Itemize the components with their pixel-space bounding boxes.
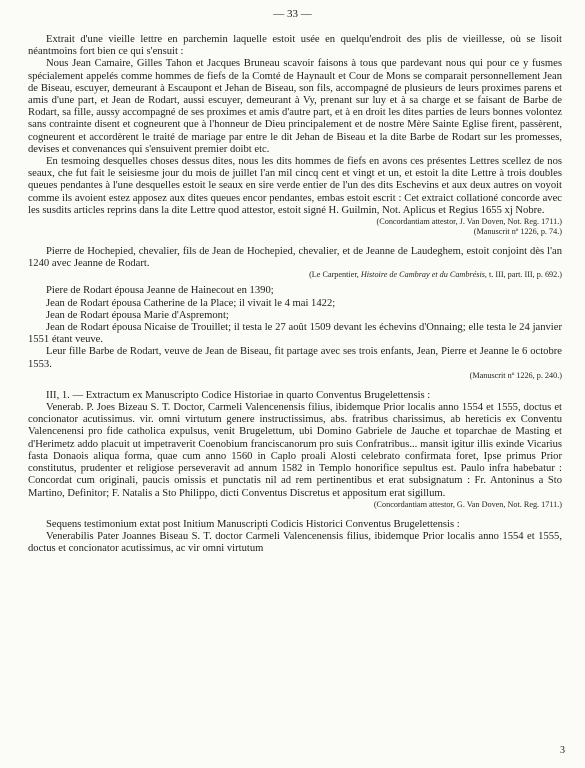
citation-van-doven: (Concordantiam attestor, J. Van Doven, Not. Reg. 1711.) (376, 217, 562, 227)
paragraph-marriage-act: Nous Jean Camaire, Gilles Tahon et Jacques Bruneau scavoir faisons à tous que pardevant nous qui pour ce y fusmes spécialement appelés comme hommes de fiefs de la Comté de Haynault et Cour de Mons se comparait personnellement Jean de Biseau, escuyer, demeurant à Escaupont et Jehan de Biseau, son fils, accompagné de plusieurs de leurs proximes parens et amis d'une part, et Jean de Rodart, aussi escuyer, demeurant à Vy, prenant sur luy et à sa charge et se faisant de Barbe de Rodart, sa fille, aussy accompagné de ses proximes et amis d'autre part, et à en droit les dites parties de leurs bonnes volontez sans contrainte disent et cogneurent que à l'honneur de Dieu principalement et de nostre Mère Sainte Eglise firent, passèrent, cogneurent et accordèrent le traité de mariage par entre le dit Jehan de Biseau et la dite Barbe de Rodart sur les promesses, devises et convenances qui s'ensuivent premier doibt etc. (28, 58, 562, 155)
paragraph-venerabilis: Venerabilis Pater Joannes Biseau S. T. doctor Carmeli Valencenensis filius, ibidemque Prior localis anno 1554 et 1555, doctus et concionator acutissimus, ac vir omni virtutum (28, 530, 562, 555)
folio-number: 3 (560, 745, 565, 756)
genealogy-line-4: Jean de Rodart épousa Nicaise de Trouillet; il testa le 27 août 1509 devant les échevins d'Onnaing; elle testa le 24 janvier 1551 étant veuve. (28, 322, 562, 346)
citation-manuscript-74: (Manuscrit nº 1226, p. 74.) (473, 227, 562, 237)
paragraph-latin-extract: Venerab. P. Joes Bizeau S. T. Doctor, Carmeli Valencenensis filius, ibidemque Prior localis anno 1554 et 1555, doctus et concionator acutissimus. vir. omni virtutum genere instructissimus, abs. fratribus charissimus, ab hereticis ex Conventu Valencenensi pro fide catholica expulsus, venit Brugelettum, ubi Domino Gabriele de Jauche et toparchae de Masting et d'Herimetz addo placuit ut impetraverit Coenobium franciscanorum pro suis Confratribus... mansit igitur illis exinde Vicarius fasta Donaois aliqua forma, quae cum anno 1560 in Caplo proali Alosti celebrato confirmata foret, Ipse primus Prior constitutus, prudenter et religiose perseveravit ad annum 1582 in Templo honorifice sepultus est. Paulo infra habebatur : Concordat cum originali, paucis omissis et punctatis nil ad rem pertinentibus et erat subsignatum : Fr. Antoninus a Sto Martino, Definitor; F. Natalis a Sto Philippo, dicti Conventus Discretus et appositum erat sigillum. (28, 402, 562, 499)
citation-g-van-doven: (Concordantiam attestor, G. Van Doven, Not. Reg. 1711.) (373, 499, 562, 509)
page-body (28, 34, 562, 555)
paragraph-testimony: En tesmoing desquelles choses dessus dites, nous les dits hommes de fiefs en avons ces présentes Lettres scellez de nos seaux, che fut fait le seisiesme jour du mois de juillet l'an mil cincq cent et vingt et un, et estoit la dite Lettre à trois doubles queues pendantes à l'une desquelles estoit le seaux en sire verde entier de l'un des dits Eschevins et aux deux autres on voyoit comme ils avoient estez apposez aux dites queues encor pendantes, embas estoit escrit : Cet extraict collationé concorde avec les susdits articles reprins dans la dite Lettre quod attestor, estoit signé H. Guilmin, Not. Aplicus et Regius 1655 xj Nobre. (28, 156, 562, 216)
genealogy-line-5: Leur fille Barbe de Rodart, veuve de Jean de Biseau, fit partage avec ses trois enfants, Jean, Pierre et Jeanne le 6 octobre 1553. (28, 346, 562, 370)
citation-manuscript-240: (Manuscrit nº 1226, p. 240.) (469, 370, 562, 380)
citation-le-carpentier: (Le Carpentier, Histoire de Cambray et du Cambrésis, t. III, part. III, p. 692.) (309, 270, 562, 280)
paragraph-intro: Extrait d'une vieille lettre en parchemin laquelle estoit usée en quelqu'endroit des plis de vieillesse, où se lisoit néantmoins fort bien ce qui s'ensuit : (28, 34, 562, 58)
paragraph-sequens: Sequens testimonium extat post Initium Manuscripti Codicis Historici Conventus Brugelettensis : (46, 518, 460, 530)
paragraph-hochepied: Pierre de Hochepied, chevalier, fils de Jean de Hochepied, chevalier, et de Jeanne de Laudeghem, estoit conjoint dès l'an 1240 avec Jeanne de Rodart. (28, 246, 562, 270)
genealogy-line-1: Piere de Rodart épousa Jeanne de Hainecout en 1390; (46, 285, 274, 297)
genealogy-line-3: Jean de Rodart épousa Marie d'Aspremont; (46, 309, 229, 321)
section-heading-III-1: III, 1. — Extractum ex Manuscripto Codice Historiae in quarto Conventus Brugelettensis : (46, 389, 431, 401)
genealogy-line-2: Jean de Rodart épousa Catherine de la Place; il vivait le 4 mai 1422; (46, 297, 336, 309)
page-number: — 33 — (273, 8, 312, 20)
